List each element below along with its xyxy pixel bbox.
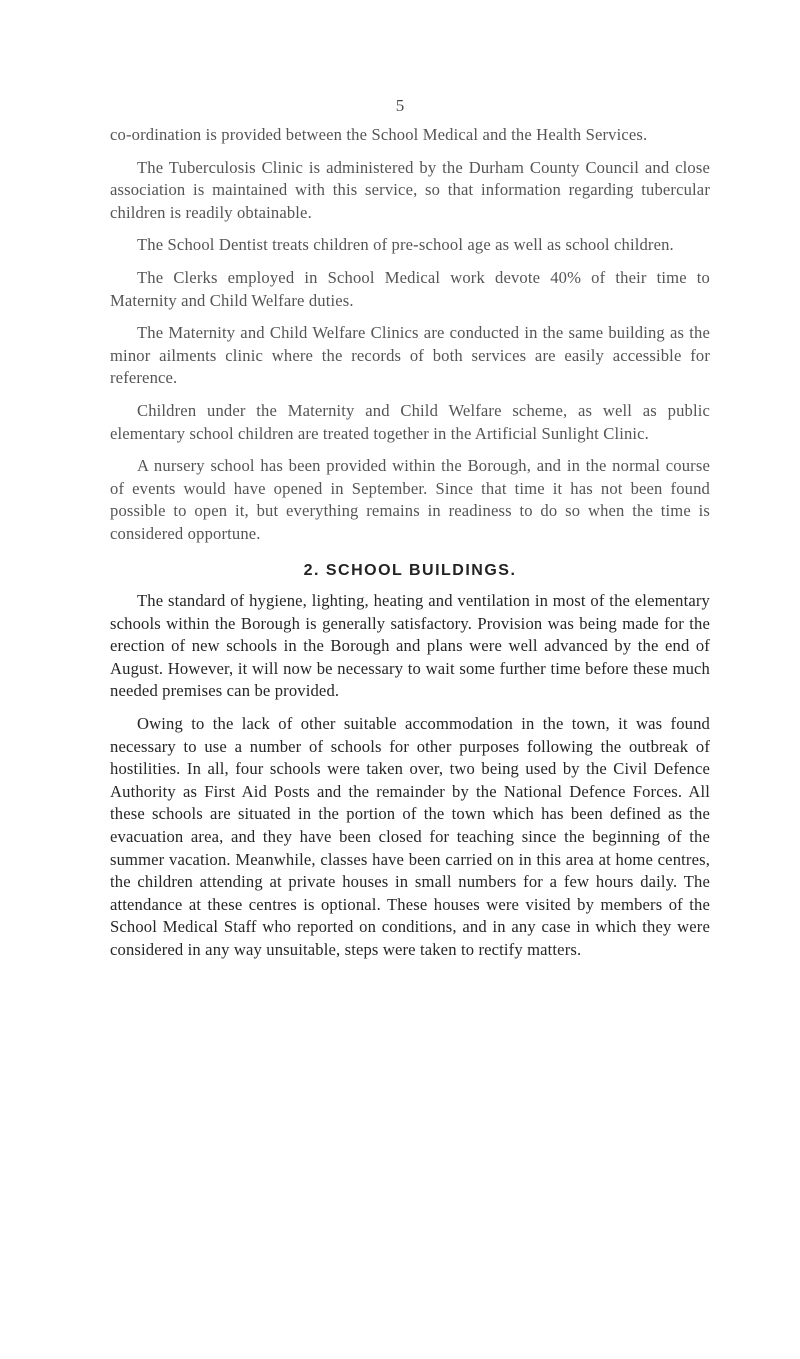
body-text bbox=[110, 124, 710, 972]
paragraph-school-dentist: The School Dentist treats children of pre-school age as well as school children. bbox=[137, 235, 674, 255]
page-number: 5 bbox=[395, 96, 405, 115]
paragraph-sunlight-clinic: Children under the Maternity and Child Welfare scheme, as well as public elementary school children are treated together in the Artificial Sunlight Clinic. bbox=[110, 400, 710, 443]
paragraph-coordination: co-ordination is provided between the School Medical and the Health Services. bbox=[110, 125, 648, 144]
paragraph-clerks: The Clerks employed in School Medical work devote 40% of their time to Maternity and Child Welfare duties. bbox=[110, 267, 710, 310]
paragraph-school-usage: Owing to the lack of other suitable accommodation in the town, it was found necessary to use a number of schools for other purposes following the outbreak of hostilities. In all, four schools were taken over, two being used by the Civil Defence Authority as First Aid Posts and the remainder by the National Defence Forces. All these schools are situated in the portion of the town which has been defined as the evacuation area, and they have been closed for teaching since the beginning of the summer vacation. Meanwhile, classes have been carried on in this area at home centres, the children attending at private houses in small numbers for a few hours daily. The attendance at these centres is optional. These houses were visited by members of the School Medical Staff who reported on conditions, and in any case in which they were considered in any way unsuitable, steps were taken to rectify matters. bbox=[110, 714, 710, 959]
section-heading: 2. SCHOOL BUILDINGS. bbox=[303, 561, 517, 579]
paragraph-nursery-school: A nursery school has been provided within the Borough, and in the normal course of events would have opened in September. Since that time it has not been found possible to open it, but everything remains in readiness to do so when the time is considered opportune. bbox=[110, 456, 710, 543]
paragraph-hygiene-standard: The standard of hygiene, lighting, heating and ventilation in most of the elementary schools within the Borough is generally satisfactory. Provision was being made for the erection of new schools in the Borough and plans were well advanced by the end of August. However, it will now be necessary to wait some further time before these much needed premises can be provided. bbox=[110, 591, 710, 701]
paragraph-welfare-clinics: The Maternity and Child Welfare Clinics are conducted in the same building as the minor ailments clinic where the records of both services are easily accessible for reference. bbox=[110, 323, 710, 388]
paragraph-tuberculosis-clinic: The Tuberculosis Clinic is administered by the Durham County Council and close association is maintained with this service, so that information regarding tubercular children is readily obtainable. bbox=[110, 157, 710, 222]
